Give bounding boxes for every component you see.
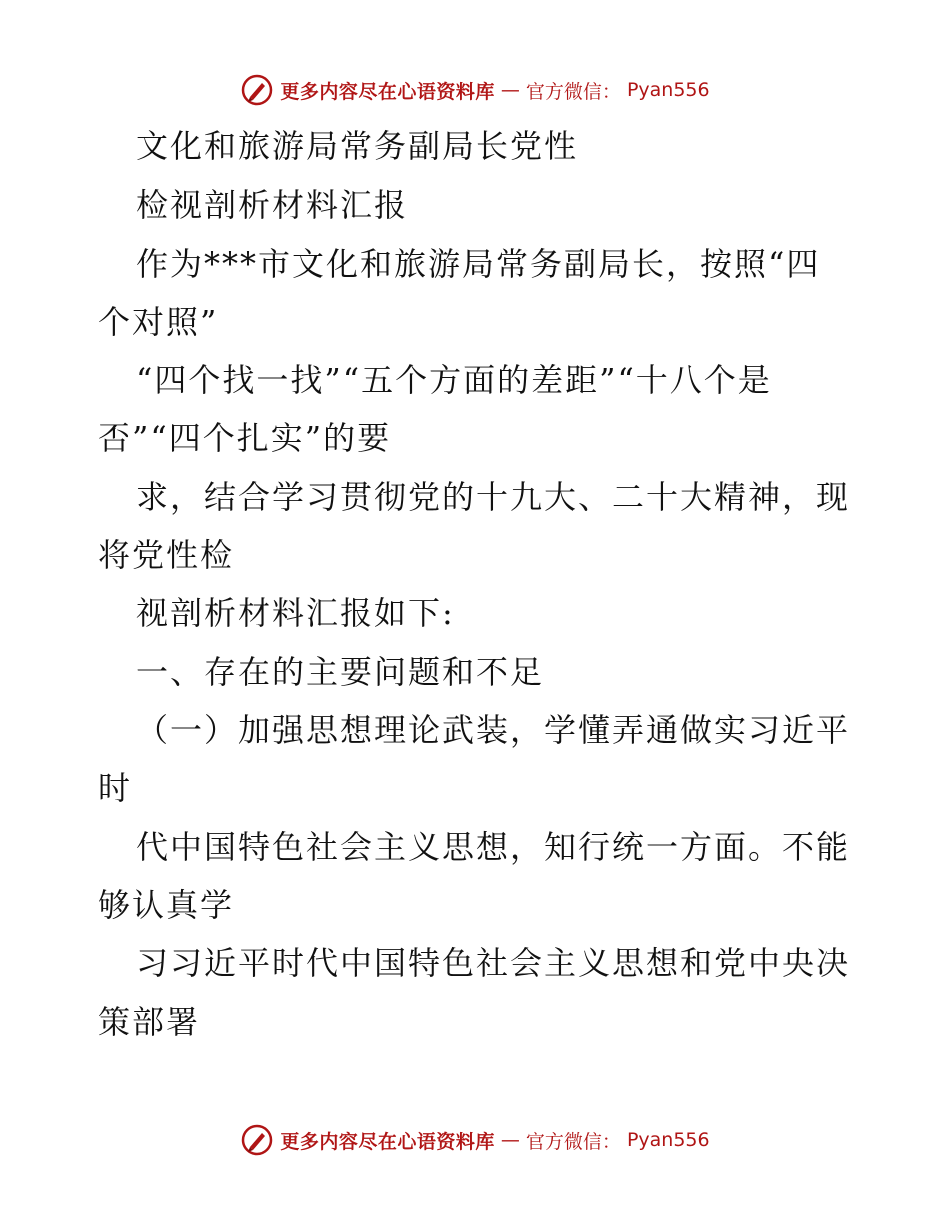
title-line-2: 检视剖析材料汇报 <box>136 186 409 224</box>
banner-text: 更多内容尽在心语资料库 <box>280 80 495 103</box>
paragraph-line: 个对照” <box>98 303 219 341</box>
banner-separator: — <box>500 79 520 101</box>
banner-text: 更多内容尽在心语资料库 <box>280 1130 495 1153</box>
section-heading: 一、存在的主要问题和不足 <box>136 653 545 691</box>
paragraph-line: 代中国特色社会主义思想，知行统一方面。不能 <box>136 828 851 866</box>
banner-label: 官方微信： <box>525 1130 621 1153</box>
subsection-heading: （一）加强思想理论武装，学懂弄通做实习近平 <box>136 711 851 749</box>
banner-wechat-id: Pyan556 <box>626 79 710 101</box>
title-line-1: 文化和旅游局常务副局长党性 <box>136 127 579 165</box>
paragraph-line: 将党性检 <box>98 536 235 574</box>
footer-banner <box>0 1122 950 1158</box>
paragraph-line: 视剖析材料汇报如下: <box>136 594 455 632</box>
banner-wechat-id: Pyan556 <box>626 1129 710 1151</box>
paragraph-line: “四个找一找”“五个方面的差距”“十八个是 <box>136 361 772 399</box>
paragraph-line: 时 <box>98 769 133 807</box>
banner-separator: — <box>500 1129 520 1151</box>
paragraph-line: 够认真学 <box>98 886 235 924</box>
banner-label: 官方微信： <box>525 80 621 103</box>
paragraph-line: 作为***市文化和旅游局常务副局长，按照“四 <box>136 245 821 283</box>
pen-logo-icon <box>240 1123 274 1157</box>
paragraph-line: 习习近平时代中国特色社会主义思想和党中央决 <box>136 944 851 982</box>
paragraph-line: 策部署 <box>98 1003 201 1041</box>
paragraph-line: 求，结合学习贯彻党的十九大、二十大精神，现 <box>136 478 851 516</box>
paragraph-line: 否”“四个扎实”的要 <box>98 419 392 457</box>
